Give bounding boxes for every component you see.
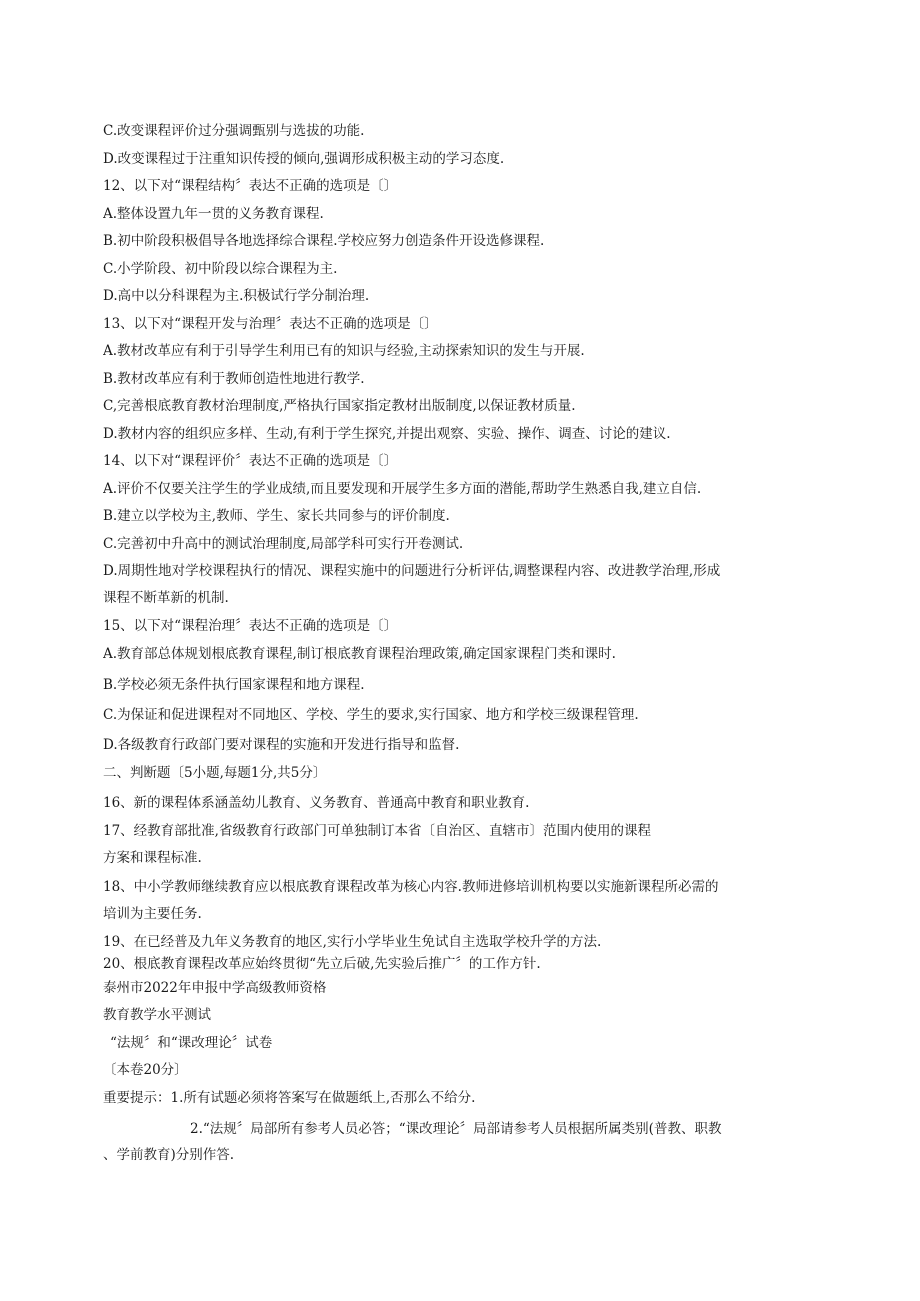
important-notice-1: 重要提示：1.所有试题必须将答案写在做题纸上,否那么不给分. bbox=[103, 1090, 476, 1106]
q14-option-d: D.周期性地对学校课程执行的情况、课程实施中的问题进行分析评估,调整课程内容、改进教学治理,形成 bbox=[103, 563, 721, 579]
question-19: 19、在已经普及九年义务教育的地区,实行小学毕业生免试自主选取学校升学的方法. bbox=[103, 934, 602, 950]
q13-option-a: A.教材改革应有利于引导学生利用已有的知识与经验,主动探索知识的发生与开展. bbox=[103, 343, 585, 359]
question-14: 14、以下对“课程评价〞表达不正确的选项是〔〕 bbox=[103, 453, 398, 469]
question-16: 16、新的课程体系涵盖幼儿教育、义务教育、普通高中教育和职业教育. bbox=[103, 795, 530, 811]
exam-title-line-2: 教育教学水平测试 bbox=[103, 1007, 211, 1023]
q15-option-c: C.为保证和促进课程对不同地区、学校、学生的要求,实行国家、地方和学校三级课程管理. bbox=[103, 707, 639, 723]
q14-option-d-cont: 课程不断革新的机制. bbox=[103, 590, 229, 606]
q13-option-b: B.教材改革应有利于教师创造性地进行教学. bbox=[103, 371, 365, 387]
q12-option-d: D.高中以分科课程为主.积极试行学分制治理. bbox=[103, 288, 370, 304]
section-judgement-heading: 二、判断题〔5小题,每题1分,共5分〕 bbox=[103, 765, 327, 781]
q14-option-b: B.建立以学校为主,教师、学生、家长共同参与的评价制度. bbox=[103, 508, 450, 524]
exam-title-line-3: “法规〞和“课改理论〞试卷 bbox=[110, 1035, 273, 1051]
q13-option-c: C,完善根底教育教材治理制度,严格执行国家指定教材出版制度,以保证教材质量. bbox=[103, 398, 576, 414]
q14-option-c: C.完善初中升高中的测试治理制度,局部学科可实行开卷测试. bbox=[103, 536, 464, 552]
question-13: 13、以下对“课程开发与治理〞表达不正确的选项是〔〕 bbox=[103, 316, 438, 332]
q15-option-d: D.各级教育行政部门要对课程的实施和开发进行指导和监督. bbox=[103, 737, 460, 753]
question-15: 15、以下对“课程治理〞表达不正确的选项是〔〕 bbox=[103, 618, 398, 634]
q13-option-d: D.教材内容的组织应多样、生动,有利于学生探究,并提出观察、实验、操作、调查、讨论的建议. bbox=[103, 426, 671, 442]
question-17: 17、经教育部批准,省级教育行政部门可单独制订本省〔自治区、直辖市〕范围内使用的课程 bbox=[103, 823, 651, 839]
q12-option-c: C.小学阶段、初中阶段以综合课程为主. bbox=[103, 261, 338, 277]
option-c-evaluation: C.改变课程评价过分强调甄别与选拔的功能. bbox=[103, 123, 365, 139]
question-12: 12、以下对“课程结构〞表达不正确的选项是〔〕 bbox=[103, 178, 398, 194]
q12-option-b: B.初中阶段积极倡导各地选择综合课程.学校应努力创造条件开设选修课程. bbox=[103, 233, 545, 249]
question-18: 18、中小学教师继续教育应以根底教育课程改革为核心内容.教师进修培训机构要以实施新课程所必需的 bbox=[103, 879, 719, 895]
important-notice-2-cont: 、学前教育)分别作答. bbox=[103, 1147, 235, 1163]
important-notice-2: 2.“法规〞局部所有参考人员必答；“课改理论〞局部请参考人员根据所属类别(普教、职教 bbox=[190, 1121, 722, 1137]
q15-option-a: A.教育部总体规划根底教育课程,制订根底教育课程治理政策,确定国家课程门类和课时. bbox=[103, 646, 616, 662]
q12-option-a: A.整体设置九年一贯的义务教育课程. bbox=[103, 206, 324, 222]
exam-title-line-1: 泰州市2022年申报中学高级教师资格 bbox=[103, 980, 327, 996]
question-17-cont: 方案和课程标准. bbox=[103, 850, 202, 866]
q14-option-a: A.评价不仅要关注学生的学业成绩,而且要发现和开展学生多方面的潜能,帮助学生熟悉自我,建立自信. bbox=[103, 481, 702, 497]
q15-option-b: B.学校必须无条件执行国家课程和地方课程. bbox=[103, 677, 365, 693]
option-d-knowledge: D.改变课程过于注重知识传授的倾向,强调形成积极主动的学习态度. bbox=[103, 151, 505, 167]
question-20: 20、根底教育课程改革应始终贯彻“先立后破,先实验后推广〞的工作方针. bbox=[103, 956, 541, 972]
exam-score-note: 〔本卷20分〕 bbox=[103, 1062, 188, 1078]
question-18-cont: 培训为主要任务. bbox=[103, 906, 202, 922]
